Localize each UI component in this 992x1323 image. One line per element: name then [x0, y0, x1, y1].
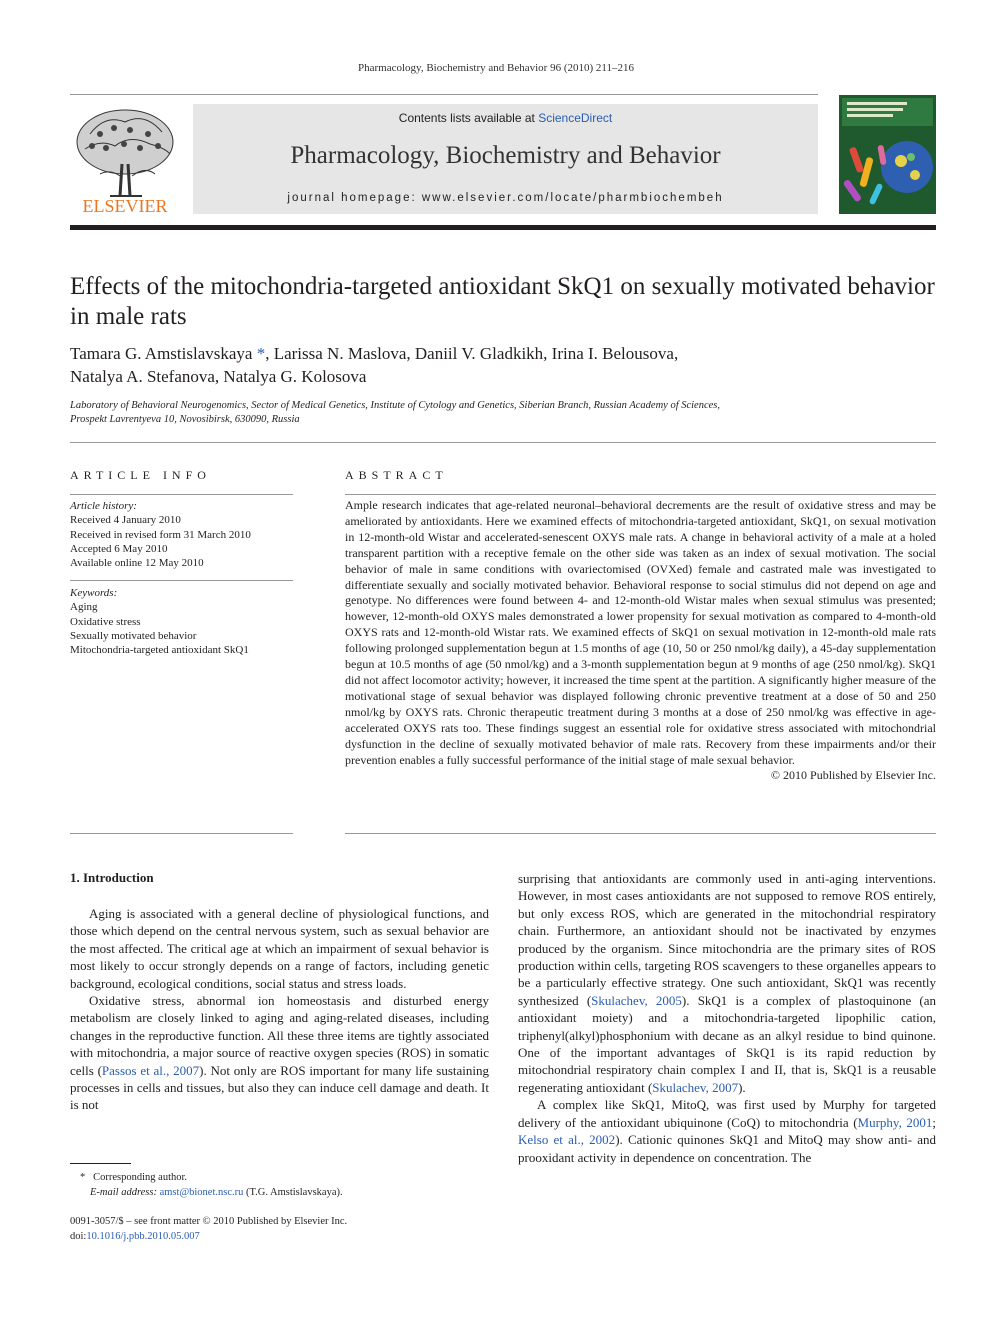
paragraph [70, 992, 489, 1114]
paragraph [518, 1096, 936, 1166]
homepage-link[interactable]: www.elsevier.com/locate/pharmbiochembeh [421, 192, 724, 204]
doi-label: doi: [70, 1231, 87, 1242]
paragraph [518, 870, 936, 1096]
article-info-end-rule [70, 833, 293, 834]
homepage-label: journal homepage: [287, 192, 422, 204]
email-owner: (T.G. Amstislavskaya). [243, 1187, 343, 1198]
elsevier-logo[interactable] [70, 104, 180, 216]
citation-link[interactable]: Passos et al., 2007 [101, 1062, 200, 1078]
paragraph-text: surprising that antioxidants are commonly used in anti-aging interventions. However, in most cases antioxidants are not supposed to remove ROS entirely, but only excess ROS, which are generated in the mitochondrial respiratory chain. Furthermore, an antioxidant should not be inactivated by enzymes produced by the organism. Since mitochondria are the primary sites of ROS production within cells, targeting ROS scavengers to these organelles appears to be a particularly effective strategy. One such antioxidant, SkQ1 was recently synthesized ( [518, 871, 936, 1008]
authors [70, 342, 936, 388]
author-list-line2: Natalya A. Stefanova, Natalya G. Kolosova [70, 367, 367, 386]
email-label: E-mail address: [90, 1187, 160, 1198]
author-list-continued: , Larissa N. Maslova, Daniil V. Gladkikh, Irina I. Belousova, [265, 344, 679, 363]
journal-masthead [193, 104, 818, 214]
paragraph-text: ). SkQ1 is a complex of plastoquinone (an antioxidant moiety) and a mitochondria-targeted lipophilic cation, triphenyl(alkyl)phosphonium with decane as an alkyl residue to bind quinone. One of the important advantages of SkQ1 is its rapid reduction by mitochondrial respiratory chain complex I and II, that is, SkQ1 is a reusable regenerating antioxidant ( [518, 992, 936, 1095]
paragraph-text: ). Not only are ROS important for many life sustaining processes in cells and tissues, but also they can induce cell damage and death. It is not [70, 1062, 489, 1113]
keywords-label: Keywords: [70, 587, 118, 599]
paragraph-text: ; [932, 1114, 937, 1130]
history-label: Article history: [70, 500, 137, 512]
keyword: Mitochondria-targeted antioxidant SkQ1 [70, 644, 249, 657]
running-head: Pharmacology, Biochemistry and Behavior 96 (2010) 211–216 [358, 62, 634, 74]
introduction-heading: 1. Introduction [70, 870, 154, 885]
citation-link[interactable]: Murphy, 2001 [857, 1114, 933, 1130]
journal-cover-image[interactable] [839, 95, 936, 214]
revised-date: Received in revised form 31 March 2010 [70, 528, 251, 541]
email-note [70, 1185, 489, 1200]
copyright: © 2010 Published by Elsevier Inc. [770, 768, 936, 783]
paragraph-text: ). Cationic quinones SkQ1 and MitoQ may show anti- and prooxidant activity in dependence on concentration. The [518, 1132, 936, 1165]
paragraph-text: ). [738, 1079, 746, 1095]
corresponding-author-link[interactable]: * [256, 344, 266, 363]
body-column-left [70, 905, 489, 1114]
elsevier-tree-icon [70, 104, 180, 216]
paragraph: Aging is associated with a general decline of physiological functions, and those which depend on the central nervous system, such as sexual behavior are the most affected. The critical age at which an impairment of sexual behavior is most likely to occur strongly depends on a range of factors, including genetic background, ecological conditions, social status and stress loads. [70, 906, 489, 991]
author-list: Tamara G. Amstislavskaya [70, 344, 257, 363]
article-title: Effects of the mitochondria-targeted antioxidant SkQ1 on sexually motivated behavior in male rats [70, 273, 935, 330]
email-link[interactable]: amst@bionet.nsc.ru [159, 1187, 244, 1198]
journal-homepage [193, 192, 818, 204]
front-matter [70, 1214, 489, 1244]
affiliation-line2: Prospekt Lavrentyeva 10, Novosibirsk, 630090, Russia [70, 414, 300, 425]
citation-link[interactable]: Skulachev, 2007 [652, 1079, 739, 1095]
contents-line [193, 111, 818, 125]
keywords [70, 586, 293, 657]
doi-line [70, 1229, 489, 1244]
paragraph-text: Oxidative stress, abnormal ion homeostasis and disturbed energy metabolism are closely linked to aging and aging-related diseases, including changes in the reproductive function. All these three items are tightly associated with mitochondria, a major source of reactive oxygen species (ROS) in somatic cells ( [70, 993, 489, 1078]
article-info-heading: ARTICLE INFO [70, 468, 211, 482]
citation-link[interactable]: Kelso et al., 2002 [518, 1132, 616, 1148]
affiliation [70, 399, 936, 427]
contents-prefix: Contents lists available at [398, 111, 539, 125]
paragraph-text: A complex like SkQ1, MitoQ, was first used by Murphy for targeted delivery of the antioxidant ubiquinone (CoQ) to mitochondria ( [518, 1097, 936, 1130]
issn-line: 0091-3057/$ – see front matter © 2010 Published by Elsevier Inc. [70, 1216, 348, 1227]
abstract-text: Ample research indicates that age-related neuronal–behavioral decrements are the result of oxidative stress and may be ameliorated by antioxidants. Here we examined effects of mitochondria-targeted antioxidant, SkQ1, on sexual motivation in 12-month-old Wistar and accelerated-senescent OXYS male rats. A change in behavioral activity of a male at a holed transparent partition with a receptive female on the other side was taken as an index of sexual motivation. The social behavior of male in same conditions with ovariectomised (OVXed) female and castrated male was investigated to differentiate sexually and socially motivated behavior. Behavioral response to social stimulus did not depend on age and genotype. No differences were found between 4- and 12-month-old Wistar males when sexual stimulus was presented; however, 12-month-old OXYS males demonstrated a lower propensity for sexual motivation as compared to 4-month-old OXYS rats and 12-month-old Wistar rats. We examined effects of SkQ1 on sexual motivation in 12-month-old male rats following prolonged supplementation begun at 1.5 months of age (10, 50 or 250 nmol/kg daily), a 45-day supplementation begun at 10.5 months of age (50 nmol/kg) and a 3-month supplementation begun at 9 months of age (250 nmol/kg). SkQ1 did not affect locomotor activity; however, it increased the time spent at the partition. A significantly higher measure of the motivational stage of sexual behavior was displayed following chronic preventive treatment at a dose of 50 and 250 nmol/kg by OXYS rats. Chronic therapeutic treatment during 3 months at a dose of 250 nmol/kg was effective in age-accelerated OXYS rats too. These findings suggest an essential role for oxidative stress associated with mitochondrial dysfunction in the decline of sexually motivated behavior of male rats. Recovery from these impairments and/or their prevention enables a fully successful performance of the initial stage of male sexual behavior. [345, 498, 936, 767]
masthead-rule [70, 225, 936, 230]
abstract-end-rule [345, 833, 936, 834]
abstract-body [345, 498, 936, 784]
keyword: Sexually motivated behavior [70, 629, 197, 642]
keywords-rule [70, 580, 293, 581]
accepted-date: Accepted 6 May 2010 [70, 542, 168, 555]
publisher-wordmark: ELSEVIER [82, 196, 168, 216]
corresponding-label: Corresponding author. [93, 1172, 188, 1183]
affiliation-line1: Laboratory of Behavioral Neurogenomics, Sector of Medical Genetics, Institute of Cytology and Genetics, Siberian Branch, Russian Academy of Sciences, [70, 400, 721, 411]
body-column-right [518, 870, 936, 1166]
abstract-heading: ABSTRACT [345, 468, 448, 482]
abstract-rule [345, 494, 936, 495]
keyword: Aging [70, 601, 98, 614]
citation-link[interactable]: Skulachev, 2005 [591, 992, 682, 1008]
footnote-star: * [80, 1172, 86, 1183]
article-info-rule [70, 494, 293, 495]
sciencedirect-link[interactable]: ScienceDirect [538, 111, 613, 125]
journal-title: Pharmacology, Biochemistry and Behavior [290, 142, 721, 169]
keyword: Oxidative stress [70, 615, 141, 628]
footnote [70, 1170, 489, 1200]
online-date: Available online 12 May 2010 [70, 557, 204, 570]
doi-link[interactable]: 10.1016/j.pbb.2010.05.007 [86, 1231, 200, 1242]
top-rule [70, 94, 818, 95]
received-date: Received 4 January 2010 [70, 514, 181, 527]
article-history [70, 499, 293, 570]
header-bottom-rule [70, 442, 936, 443]
footnote-rule [70, 1163, 131, 1164]
corresponding-note [70, 1170, 489, 1185]
journal-cover-icon [839, 95, 936, 214]
